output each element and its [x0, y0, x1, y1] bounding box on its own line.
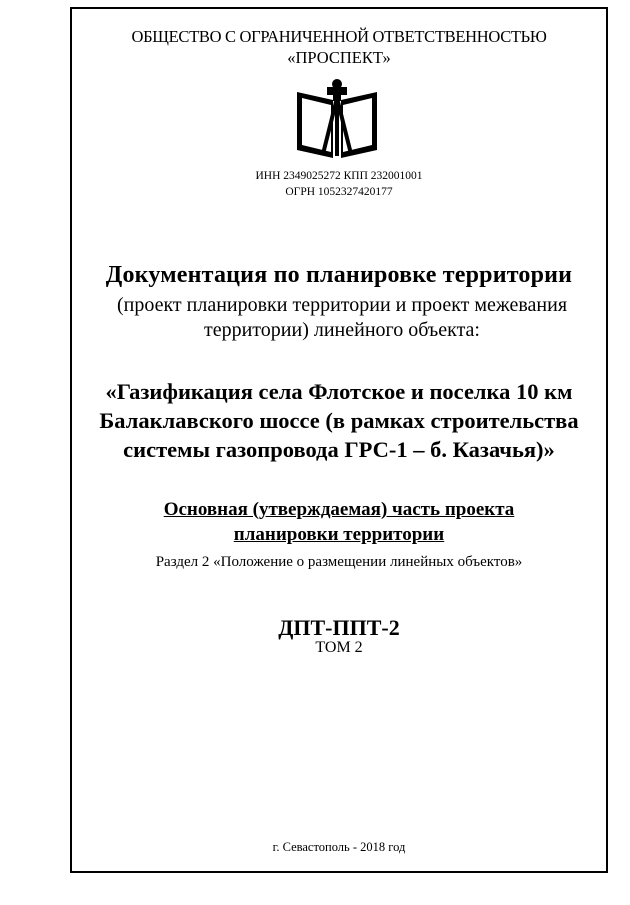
- object-name: [70, 377, 608, 464]
- object-line-3: системы газопровода ГРС-1 – б. Казачья)»: [123, 437, 555, 462]
- volume-number: ТОМ 2: [315, 639, 363, 656]
- part-line-2: планировки территории: [233, 524, 445, 545]
- theodolite-book-logo-icon: [293, 78, 381, 160]
- subtitle-line-1: (проект планировки территории и проект межевания: [116, 294, 568, 316]
- document-subtitle: [82, 293, 602, 343]
- organization-name: ОБЩЕСТВО С ОГРАНИЧЕННОЙ ОТВЕТСТВЕННОСТЬЮ: [131, 27, 547, 46]
- part-line-1: Основная (утверждаемая) часть проекта: [163, 499, 515, 520]
- document-title: Документация по планировке территории: [105, 262, 573, 288]
- ogrn-text: ОГРН 1052327420177: [285, 186, 393, 198]
- city-year: г. Севастополь - 2018 год: [272, 840, 406, 854]
- object-line-1: «Газификация села Флотское и поселка 10 км: [105, 379, 573, 404]
- section-title: Раздел 2 «Положение о размещении линейных объектов»: [155, 554, 523, 570]
- organization-brand: «ПРОСПЕКТ»: [287, 48, 391, 67]
- subtitle-line-2: территории) линейного объекта:: [203, 319, 480, 341]
- object-line-2: Балаклавского шоссе (в рамках строительства: [99, 408, 579, 433]
- document-code: ДПТ-ППТ-2: [278, 615, 400, 640]
- part-title: [70, 497, 608, 547]
- inn-kpp-text: ИНН 2349025272 КПП 232001001: [255, 170, 423, 182]
- registration-numbers: [70, 168, 608, 200]
